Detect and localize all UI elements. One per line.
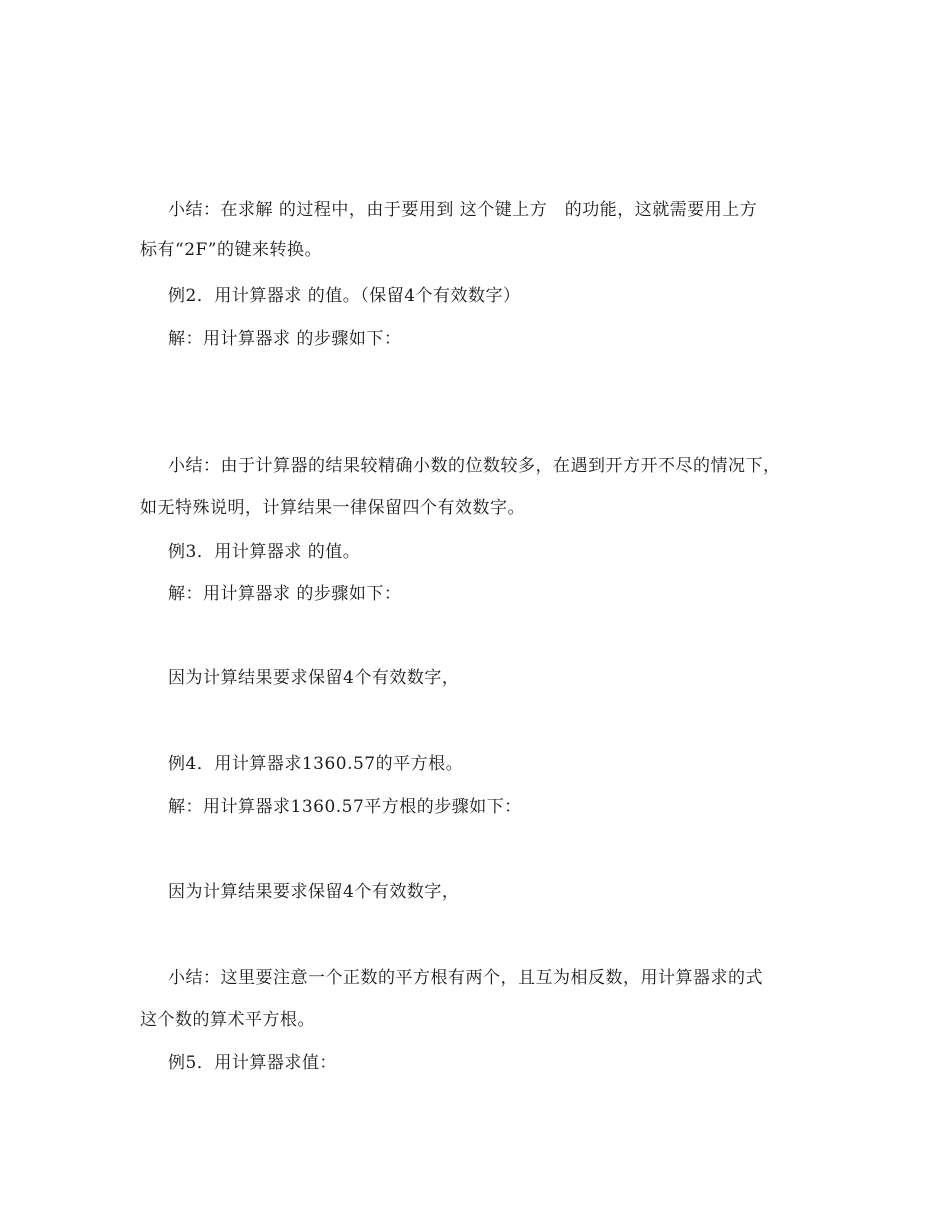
summary-1-line-1: 小结：在求解 的过程中，由于要用到 这个键上方 的功能，这就需要用上方 bbox=[168, 200, 758, 220]
example-4-note: 因为计算结果要求保留4个有效数字， bbox=[168, 882, 460, 902]
example-5-title: 例5．用计算器求值： bbox=[168, 1053, 337, 1073]
example-3-title: 例3．用计算器求 的值。 bbox=[168, 542, 361, 562]
example-4-solution: 解：用计算器求1360.57平方根的步骤如下： bbox=[168, 797, 522, 817]
summary-2-line-2: 如无特殊说明，计算结果一律保留四个有效数字。 bbox=[140, 498, 525, 518]
example-2-solution: 解：用计算器求 的步骤如下： bbox=[168, 329, 402, 349]
summary-3-line-1: 小结：这里要注意一个正数的平方根有两个，且互为相反数，用计算器求的式 bbox=[168, 968, 763, 988]
example-3-note: 因为计算结果要求保留4个有效数字， bbox=[168, 668, 460, 688]
summary-2-line-1: 小结：由于计算器的结果较精确小数的位数较多，在遇到开方开不尽的情况下， bbox=[168, 456, 781, 476]
summary-3-line-2: 这个数的算术平方根。 bbox=[140, 1010, 315, 1030]
summary-1-line-2: 标有“2F”的键来转换。 bbox=[140, 240, 322, 260]
example-4-title: 例4．用计算器求1360.57的平方根。 bbox=[168, 754, 464, 774]
example-2-title: 例2．用计算器求 的值。（保留4个有效数字） bbox=[168, 286, 521, 306]
example-3-solution: 解：用计算器求 的步骤如下： bbox=[168, 584, 402, 604]
